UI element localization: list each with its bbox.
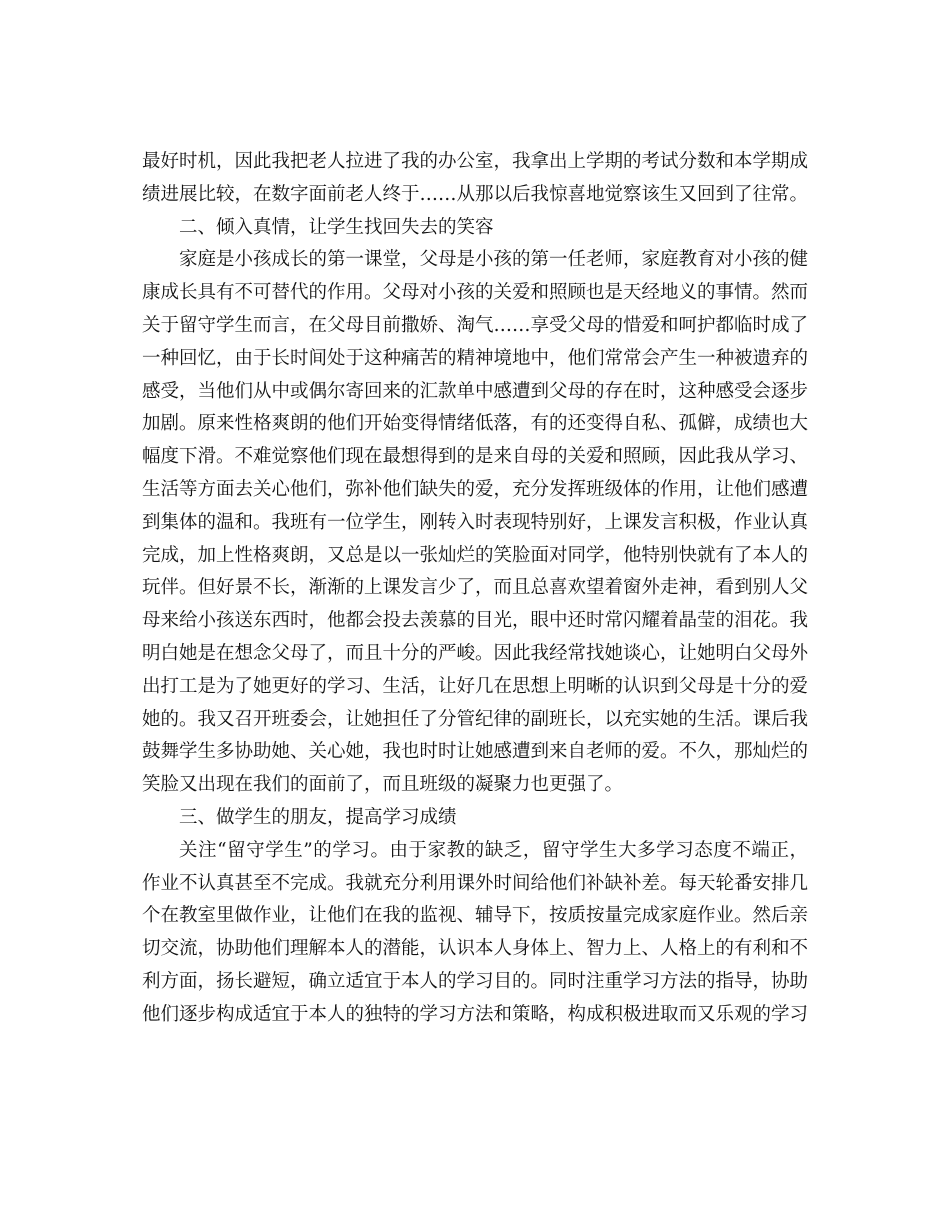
text-line: 家庭是小孩成长的第一课堂，父母是小孩的第一任老师，家庭教育对小孩的健 bbox=[179, 249, 808, 271]
text-line: 个在教室里做作业，让他们在我的监视、辅导下，按质按量完成家庭作业。然后亲 bbox=[142, 905, 808, 927]
paragraph-continuation bbox=[142, 146, 808, 212]
section-heading-two: 二、倾入真情，让学生找回失去的笑容 bbox=[179, 216, 494, 238]
text-line: 幅度下滑。不难觉察他们现在最想得到的是来自母的关爱和照顾，因此我从学习、 bbox=[142, 446, 808, 468]
text-line: 母来给小孩送东西时，他都会投去羡慕的目光，眼中还时常闪耀着晶莹的泪花。我 bbox=[142, 610, 808, 632]
text-line: 出打工是为了她更好的学习、生活，让好几在思想上明晰的认识到父母是十分的爱 bbox=[142, 675, 808, 697]
text-line: 玩伴。但好景不长，渐渐的上课发言少了，而且总喜欢望着窗外走神，看到别人父 bbox=[142, 577, 808, 599]
text-line: 他们逐步构成适宜于本人的独特的学习方法和策略，构成积极进取而又乐观的学习 bbox=[142, 1003, 808, 1025]
text-line: 切交流，协助他们理解本人的潜能，认识本人身体上、智力上、人格上的有利和不 bbox=[142, 938, 808, 960]
text-line: 绩进展比较，在数字面前老人终于……从那以后我惊喜地觉察该生又回到了往常。 bbox=[142, 183, 808, 205]
text-line: 感受，当他们从中或偶尔寄回来的汇款单中感遭到父母的存在时，这种感受会逐步 bbox=[142, 380, 808, 402]
paragraph-family bbox=[142, 244, 808, 802]
text-line: 明白她是在想念父母了，而且十分的严峻。因此我经常找她谈心，让她明白父母外 bbox=[142, 642, 808, 664]
text-line: 利方面，扬长避短，确立适宜于本人的学习目的。同时注重学习方法的指导，协助 bbox=[142, 970, 808, 992]
text-line: 到集体的温和。我班有一位学生，刚转入时表现特别好，上课发言积极，作业认真 bbox=[142, 511, 808, 533]
text-line: 关于留守学生而言，在父母目前撒娇、淘气……享受父母的惜爱和呵护都临时成了 bbox=[142, 314, 808, 336]
text-line: 她的。我又召开班委会，让她担任了分管纪律的副班长，以充实她的生活。课后我 bbox=[142, 708, 808, 730]
text-line: 一种回忆，由于长时间处于这种痛苦的精神境地中，他们常常会产生一种被遗弃的 bbox=[142, 347, 808, 369]
text-line: 完成，加上性格爽朗，又总是以一张灿烂的笑脸面对同学，他特别快就有了本人的 bbox=[142, 544, 808, 566]
text-line: 笑脸又出现在我们的面前了，而且班级的凝聚力也更强了。 bbox=[142, 774, 624, 796]
document-body bbox=[142, 146, 808, 1032]
paragraph-study bbox=[142, 835, 808, 1032]
text-line: 关注“留守学生”的学习。由于家教的缺乏，留守学生大多学习态度不端正， bbox=[179, 839, 808, 861]
text-line: 作业不认真甚至不完成。我就充分利用课外时间给他们补缺补差。每天轮番安排几 bbox=[142, 872, 808, 894]
text-line: 最好时机，因此我把老人拉进了我的办公室，我拿出上学期的考试分数和本学期成 bbox=[142, 151, 808, 172]
text-line: 康成长具有不可替代的作用。父母对小孩的关爱和照顾也是天经地义的事情。然而 bbox=[142, 282, 808, 304]
text-line: 生活等方面去关心他们，弥补他们缺失的爱，充分发挥班级体的作用，让他们感遭 bbox=[142, 478, 808, 500]
text-line: 加剧。原来性格爽朗的他们开始变得情绪低落，有的还变得自私、孤僻，成绩也大 bbox=[142, 413, 808, 435]
text-line: 鼓舞学生多协助她、关心她，我也时时让她感遭到来自老师的爱。不久，那灿烂的 bbox=[142, 741, 808, 763]
section-heading-three: 三、做学生的朋友，提高学习成绩 bbox=[179, 806, 457, 828]
